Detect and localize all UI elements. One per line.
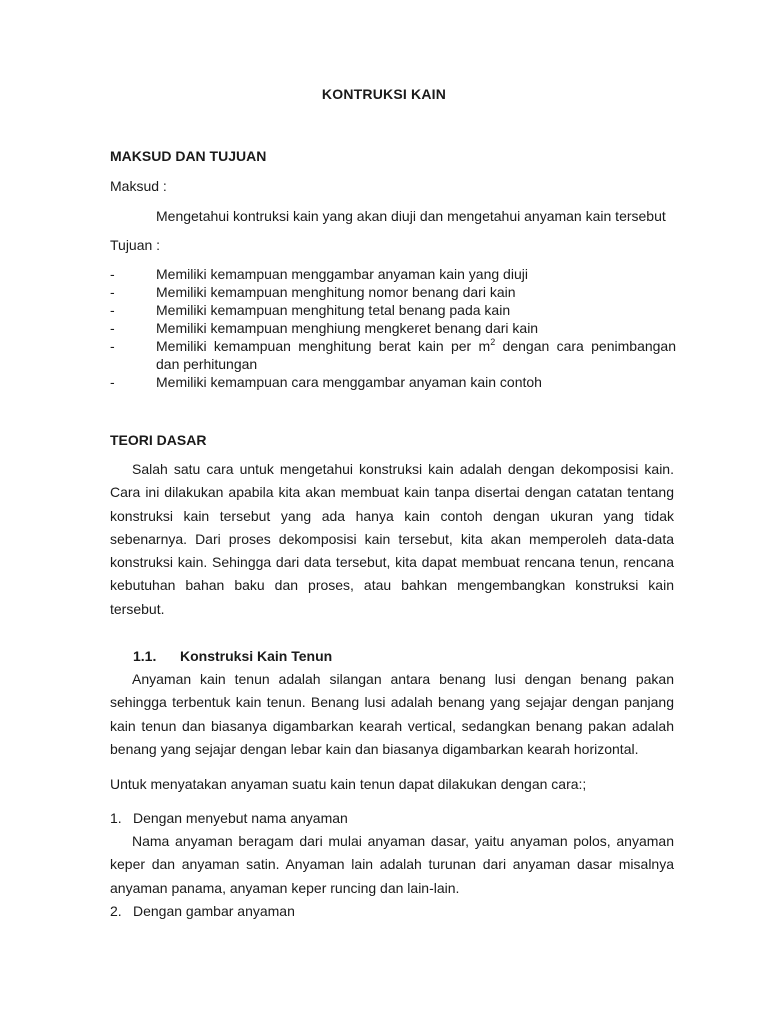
bullet-marker: -	[110, 284, 115, 300]
maksud-text: Mengetahui kontruksi kain yang akan diuji dan mengetahui anyaman kain tersebut	[156, 208, 666, 224]
list-item	[110, 265, 676, 283]
list-item-text: Memiliki kemampuan menghiung mengkeret benang dari kain	[156, 320, 539, 336]
method-item-label: Dengan gambar anyaman	[133, 903, 295, 919]
list-item	[110, 301, 676, 319]
list-number: 2.	[110, 903, 122, 919]
document-title: KONTRUKSI KAIN	[321, 86, 447, 102]
tujuan-label: Tujuan :	[110, 237, 161, 253]
list-item-text: Memiliki kemampuan menggambar anyaman kain yang diuji	[156, 266, 528, 282]
paragraph-line: sebenarnya. Dari proses dekomposisi kain tersebut, kita akan memperoleh data-data	[110, 530, 674, 547]
list-item-text-part: Memiliki kemampuan menghitung berat kain per m	[156, 338, 491, 354]
list-item	[110, 373, 676, 391]
list-item	[110, 319, 676, 337]
paragraph-line: Cara ini dilakukan apabila kita akan membuat kain tanpa disertai dengan catatan tentang	[110, 484, 674, 501]
heading-maksud-dan-tujuan: MAKSUD DAN TUJUAN	[110, 148, 267, 164]
list-item-text: Memiliki kemampuan cara menggambar anyaman kain contoh	[156, 374, 542, 390]
tujuan-list	[110, 265, 676, 391]
superscript: 2	[490, 337, 496, 347]
bullet-marker: -	[110, 266, 115, 282]
paragraph-line: kain tenun dan biasanya digambarkan kearah vertical, sedangkan benang pakan adalah	[110, 717, 674, 734]
bullet-marker: -	[110, 302, 115, 318]
list-item	[110, 283, 676, 301]
list-number: 1.	[110, 810, 122, 826]
list-item-text: Memiliki kemampuan menghitung nomor benang dari kain	[156, 284, 516, 300]
subsection-number: 1.1.	[133, 648, 157, 664]
bullet-marker: -	[110, 374, 115, 390]
maksud-label: Maksud :	[110, 178, 167, 194]
list-item-continuation: dan perhitungan	[156, 356, 258, 372]
paragraph-line: konstruksi kain. Sehingga dari data tersebut, kita dapat membuat rencana tenun, rencana	[110, 554, 674, 571]
heading-teori-dasar: TEORI DASAR	[110, 432, 207, 448]
bullet-marker: -	[110, 320, 115, 336]
paragraph-line: keper dan anyaman satin. Anyaman lain adalah turunan dari anyaman dasar misalnya	[110, 856, 674, 873]
paragraph-line: kebutuhan bahan baku dan proses, atau bahkan mengembangkan konstruksi kain	[110, 577, 674, 594]
list-item-text: Memiliki kemampuan menghitung tetal benang pada kain	[156, 302, 511, 318]
method-intro: Untuk menyatakan anyaman suatu kain tenun dapat dilakukan dengan cara:;	[110, 776, 587, 792]
konstruksi-paragraph	[110, 668, 674, 761]
paragraph-line: tersebut.	[110, 600, 165, 617]
list-item-text	[156, 337, 676, 373]
paragraph-line: Nama anyaman beragam dari mulai anyaman dasar, yaitu anyaman polos, anyaman	[132, 833, 674, 849]
list-item	[110, 337, 676, 373]
paragraph-line: anyaman panama, anyaman keper runcing dan lain-lain.	[110, 879, 460, 896]
paragraph-line: sehingga terbentuk kain tenun. Benang lusi adalah benang yang sejajar dengan panjang	[110, 694, 674, 711]
paragraph-line: konstruksi kain tersebut yang ada hanya kain contoh dengan ukuran yang tidak	[110, 507, 674, 524]
teori-dasar-paragraph	[110, 458, 674, 621]
method-item-description	[110, 830, 674, 900]
list-item-text-part: dengan cara penimbangan	[495, 338, 676, 354]
paragraph-line: Anyaman kain tenun adalah silangan antara benang lusi dengan benang pakan	[132, 671, 674, 687]
bullet-marker: -	[110, 338, 115, 354]
paragraph-line: Salah satu cara untuk mengetahui konstruksi kain adalah dengan dekomposisi kain.	[132, 461, 674, 477]
subsection-title: Konstruksi Kain Tenun	[180, 648, 333, 664]
method-item-label: Dengan menyebut nama anyaman	[133, 810, 348, 826]
paragraph-line: benang yang sejajar dengan lebar kain dan biasanya digambarkan kearah horizontal.	[110, 740, 639, 757]
